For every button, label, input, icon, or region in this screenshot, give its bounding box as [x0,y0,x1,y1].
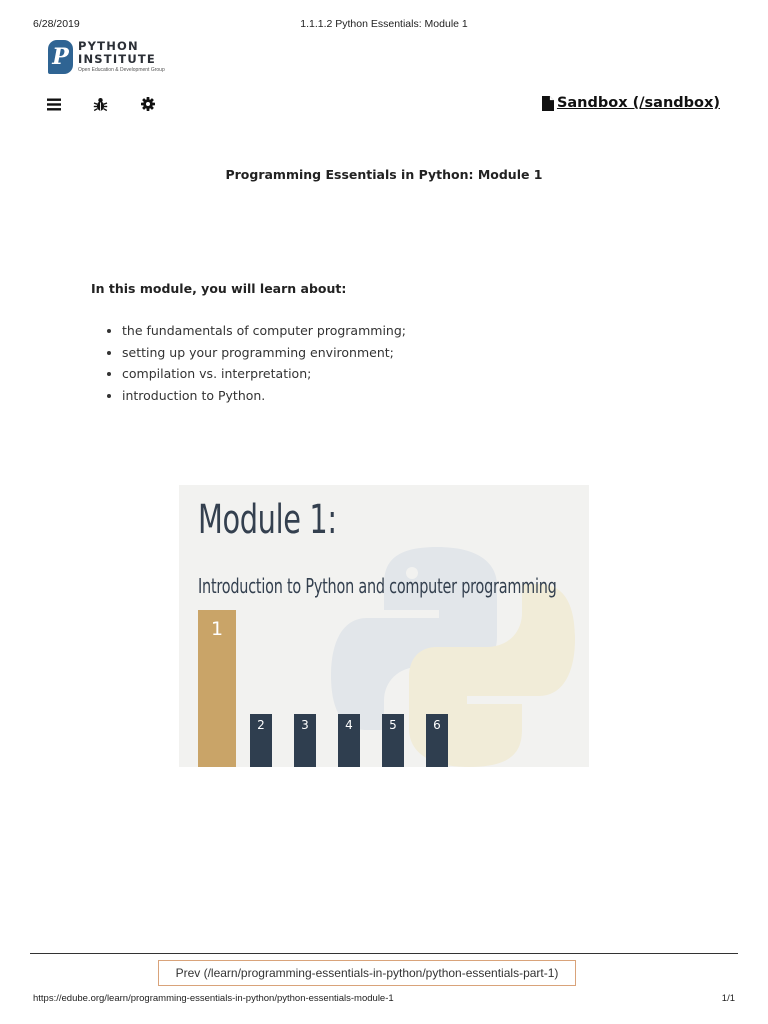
sandbox-link-label: Sandbox (/sandbox) [556,95,720,111]
print-url: https://edube.org/learn/programming-essentials-in-python/python-essentials-module-1 [33,993,394,1004]
file-icon [542,96,554,111]
module-bar-6 [426,714,448,767]
module-intro: In this module, you will learn about: [91,281,347,296]
gear-icon[interactable] [140,96,156,112]
list-item: • compilation vs. interpretation; [122,363,406,385]
module-bar-1 [198,610,236,767]
print-page-title: 1.1.1.2 Python Essentials: Module 1 [300,18,468,30]
banner-subtitle: Introduction to Python and computer programming [198,574,557,598]
module-bar-label: 4 [345,718,353,732]
module-bar-3 [294,714,316,767]
python-institute-logo[interactable] [48,40,165,74]
logo-p-icon: P [48,40,73,74]
banner-title: Module 1: [198,497,337,543]
footer-divider [30,953,738,954]
list-item: • setting up your programming environment; [122,342,406,364]
module-banner-image [179,485,589,767]
logo-line-institute: INSTITUTE [78,51,156,66]
bug-icon[interactable] [92,96,108,112]
menu-icon[interactable] [46,96,62,112]
module-bar-label: 3 [301,718,309,732]
module-bar-4 [338,714,360,767]
prev-button[interactable]: Prev (/learn/programming-essentials-in-python/python-essentials-part-1) [158,960,576,986]
list-item: • the fundamentals of computer programming; [122,320,406,342]
sandbox-link[interactable] [542,95,720,111]
list-item: • introduction to Python. [122,385,406,407]
module-bar-label: 5 [389,718,397,732]
print-date: 6/28/2019 [33,18,80,30]
module-bar-label: 2 [257,718,265,732]
page-title: Programming Essentials in Python: Module 1 [225,167,543,182]
logo-tagline: Open Education & Development Group [78,67,165,73]
module-bar-label: 1 [210,618,224,640]
module-bar-label: 6 [433,718,441,732]
module-bar-2 [250,714,272,767]
module-bar-5 [382,714,404,767]
print-page-number: 1/1 [721,993,735,1004]
topic-list [104,320,406,406]
logo-text [78,41,165,73]
logo-line-python: PYTHON [78,39,139,53]
